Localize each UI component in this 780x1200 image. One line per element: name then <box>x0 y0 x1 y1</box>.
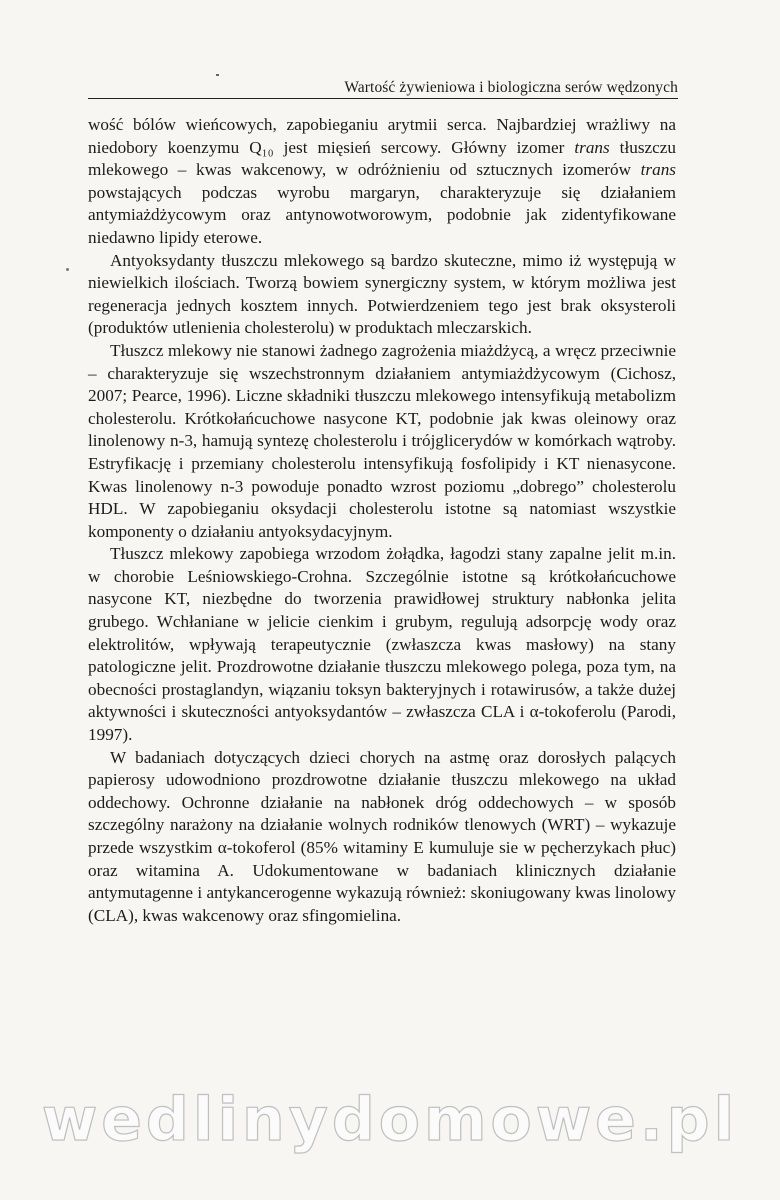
body-text <box>88 114 676 927</box>
scan-mark <box>216 74 219 76</box>
paragraph-3: Tłuszcz mlekowy nie stanowi żadnego zagrożenia miażdżycą, a wręcz przeciwnie – charakteryzuje się wszechstronnym działaniem antymiażdżycowym (Cichosz, 2007; Pearce, 1996). Liczne składniki tłuszczu mlekowego intensyfikują metabolizm cholesterolu. Krótkołańcuchowe nasycone KT, podobnie jak kwas oleinowy oraz linolenowy n-3, hamują syntezę cholesterolu i trójglicerydów w komórkach wątroby. Estryfikację i przemiany cholesterolu intensyfikują fosfolipidy i KT nienasycone. Kwas linolenowy n-3 powoduje ponadto wzrost poziomu „dobrego” cholesterolu HDL. W zapobieganiu oksydacji cholesterolu istotne są natomiast wszystkie komponenty o działaniu antyoksydacyjnym. <box>88 340 676 541</box>
running-header: Wartość żywieniowa i biologiczna serów wędzonych <box>344 79 678 96</box>
header-rule <box>88 98 678 99</box>
paragraph-1: wość bólów wieńcowych, zapobieganiu arytmii serca. Najbardziej wrażliwy na niedobory koenzymu Q₁₀ jest mięsień sercowy. Główny izomer trans tłuszczu mlekowego – kwas wakcenowy, w odróżnieniu od sztucznych izomerów trans powstających podczas wyrobu margaryn, charakteryzuje się działaniem antymiażdżycowym oraz antynowotworowym, podobnie jak zidentyfikowane niedawno lipidy eterowe. <box>88 115 676 247</box>
paragraph-4: Tłuszcz mlekowy zapobiega wrzodom żołądka, łagodzi stany zapalne jelit m.in. w chorobie Leśniowskiego-Crohna. Szczególnie istotne są krótkołańcuchowe nasycone KT, niezbędne do tworzenia prawidłowej struktury nabłonka jelita grubego. Wchłaniane w jelicie cienkim i grubym, regulują adsorpcję wody oraz elektrolitów, wpływają terapeutycznie (zwłaszcza kwas masłowy) na stany patologiczne jelit. Prozdrowotne działanie tłuszczu mlekowego polega, poza tym, na obecności prostaglandyn, wiązaniu toksyn bakteryjnych i rotawirusów, a także dużej aktywności i skuteczności antyoksydantów – zwłaszcza CLA i α-tokoferolu (Parodi, 1997). <box>88 544 676 745</box>
watermark: wedlinydomowe.pl <box>41 1085 739 1155</box>
paragraph-5: W badaniach dotyczących dzieci chorych na astmę oraz dorosłych palących papierosy udowodniono prozdrowotne działanie tłuszczu mlekowego na układ oddechowy. Ochronne działanie na nabłonek dróg oddechowych – w sposób szczególny narażony na działanie wolnych rodników tlenowych (WRT) – wykazuje przede wszystkim α-tokoferol (85% witaminy E kumuluje sie w pęcherzykach płuc) oraz witamina A. Udokumentowane w badaniach klinicznych działanie antymutagenne i antykancerogenne wykazują również: skoniugowany kwas linolowy (CLA), kwas wakcenowy oraz sfingomielina. <box>88 747 676 925</box>
paragraph-2: Antyoksydanty tłuszczu mlekowego są bardzo skuteczne, mimo iż występują w niewielkich ilościach. Tworzą bowiem synergiczny system, w którym możliwa jest regeneracja jednych kosztem innych. Potwierdzeniem tego jest brak oksysteroli (produktów utlenienia cholesterolu) w produktach mleczarskich. <box>88 250 676 338</box>
margin-mark <box>66 268 69 271</box>
